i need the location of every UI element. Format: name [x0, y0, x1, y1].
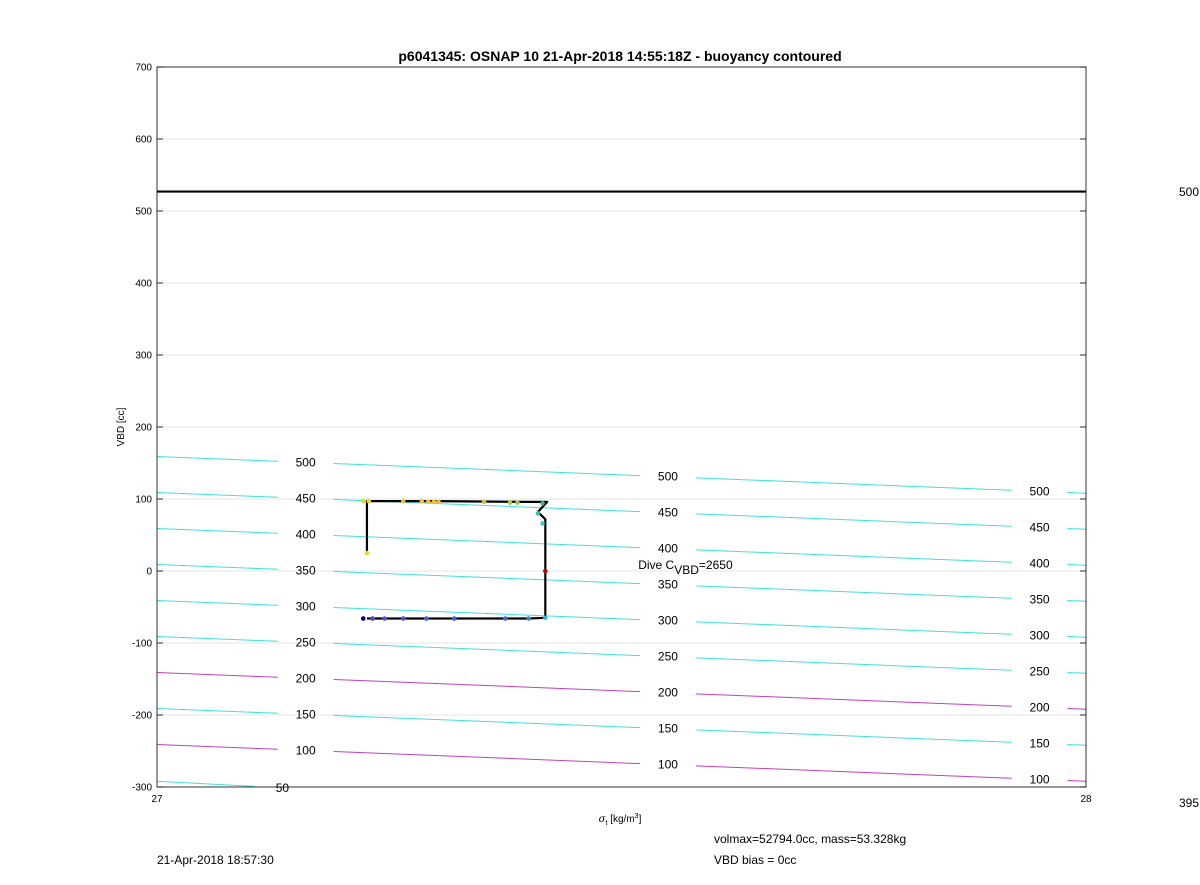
- footer-vbd-bias: VBD bias = 0cc: [714, 853, 797, 867]
- contour-line-200: [1067, 709, 1086, 710]
- contour-line-250: [157, 637, 278, 642]
- contour-label: 250: [657, 649, 678, 664]
- y-tick-label: 0: [146, 566, 152, 578]
- contour-line-400: [1067, 565, 1086, 566]
- y-tick-label: -200: [131, 710, 152, 722]
- contour-line-400: [334, 535, 641, 547]
- contour-line-450: [157, 493, 278, 498]
- contour-label: 350: [295, 563, 316, 578]
- contour-line-50: [157, 781, 255, 786]
- contour-line-350: [157, 565, 278, 570]
- contour-line-350: [696, 586, 1012, 598]
- contour-line-450: [696, 514, 1012, 526]
- contour-label: 100: [295, 743, 316, 758]
- contour-line-150: [1067, 745, 1086, 746]
- contour-line-250: [696, 658, 1012, 670]
- contour-line-100: [334, 751, 641, 763]
- y-tick-label: 100: [135, 494, 152, 506]
- chart-title: p6041345: OSNAP 10 21-Apr-2018 14:55:18Z - buoyancy contoured: [398, 48, 842, 64]
- contour-line-100: [157, 745, 278, 750]
- contour-label: 150: [1029, 736, 1050, 751]
- sample-point: [424, 616, 429, 621]
- sample-point: [526, 616, 531, 621]
- y-tick-label: 300: [135, 350, 152, 362]
- contour-label: 500: [295, 455, 316, 470]
- y-axis-label: VBD [cc]: [116, 407, 127, 447]
- grid-lines: [157, 139, 1086, 715]
- contour-label: 200: [657, 685, 678, 700]
- sample-point: [540, 501, 545, 506]
- sample-points: [361, 499, 548, 621]
- contour-label: 400: [657, 541, 678, 556]
- contour-label: 400: [1029, 556, 1050, 571]
- sample-point: [370, 616, 375, 621]
- contour-line-200: [334, 679, 641, 691]
- sample-point: [361, 499, 366, 504]
- contour-line-300: [696, 622, 1012, 634]
- contour-label: 450: [295, 491, 316, 506]
- sample-point: [508, 500, 513, 505]
- right-label-top: 500: [1179, 185, 1200, 199]
- contour-line-450: [1067, 529, 1086, 530]
- contour-line-200: [696, 694, 1012, 706]
- sample-point: [401, 499, 406, 504]
- contour-line-150: [157, 709, 278, 714]
- sample-point: [543, 569, 548, 574]
- sample-point: [361, 616, 366, 621]
- contour-line-300: [1067, 637, 1086, 638]
- contour-label: 350: [1029, 592, 1050, 607]
- contour-label: 150: [657, 721, 678, 736]
- x-tick-label: 27: [151, 794, 163, 805]
- sample-point: [452, 616, 457, 621]
- y-tick-label: 200: [135, 422, 152, 434]
- x-tick-label: 28: [1080, 794, 1092, 805]
- footer-volmax: volmax=52794.0cc, mass=53.328kg: [714, 832, 907, 846]
- sample-point: [515, 500, 520, 505]
- contour-line-100: [1067, 781, 1086, 782]
- contour-line-100: [696, 766, 1012, 778]
- y-tick-label: -300: [131, 782, 152, 794]
- contour-line-350: [334, 571, 641, 583]
- sample-point: [503, 616, 508, 621]
- sample-point: [365, 551, 370, 556]
- right-label-bottom: 395: [1179, 796, 1200, 810]
- contour-label: 50: [275, 780, 290, 795]
- dive-cvbd-annotation: Dive CVBD=2650: [638, 557, 733, 577]
- contour-label: 500: [657, 469, 678, 484]
- sample-point: [367, 499, 372, 504]
- contour-line-400: [696, 550, 1012, 562]
- contour-line-400: [157, 529, 278, 534]
- contour-label: 200: [295, 671, 316, 686]
- contour-line-150: [696, 730, 1012, 742]
- contour-line-250: [1067, 673, 1086, 674]
- dive-track: [367, 501, 547, 618]
- contour-label: 200: [1029, 700, 1050, 715]
- contour-label: 450: [1029, 520, 1050, 535]
- contour-line-500: [334, 463, 641, 475]
- sample-point: [382, 616, 387, 621]
- y-tick-label: 500: [135, 206, 152, 218]
- contour-label: 450: [657, 505, 678, 520]
- contour-line-500: [1067, 493, 1086, 494]
- contour-line-200: [157, 673, 278, 678]
- contour-label: 300: [1029, 628, 1050, 643]
- contour-label: 250: [295, 635, 316, 650]
- contour-label: 100: [657, 757, 678, 772]
- sample-point: [536, 511, 541, 516]
- contour-label: 150: [295, 707, 316, 722]
- y-tick-label: -100: [131, 638, 152, 650]
- x-axis-label: $\sigma_t$ $[kg/m^3]$: [598, 813, 642, 827]
- sample-point: [543, 616, 548, 621]
- contour-label: 250: [1029, 664, 1050, 679]
- contour-label: 300: [295, 599, 316, 614]
- contour-line-50: [310, 789, 1086, 830]
- contour-label: 100: [1029, 772, 1050, 787]
- dive-track-line: [367, 501, 547, 618]
- sample-point: [540, 521, 545, 526]
- y-tick-label: 700: [135, 62, 152, 74]
- y-tick-label: 600: [135, 134, 152, 146]
- y-tick-label: 400: [135, 278, 152, 290]
- sample-point: [419, 499, 424, 504]
- contour-labels: [276, 455, 1050, 794]
- contour-label: 350: [657, 577, 678, 592]
- sample-point: [436, 500, 441, 505]
- footer-timestamp: 21-Apr-2018 18:57:30: [157, 853, 274, 867]
- contour-line-300: [157, 601, 278, 606]
- contour-line-350: [1067, 601, 1086, 602]
- sample-point: [401, 616, 406, 621]
- contour-line-500: [157, 457, 278, 462]
- sample-point: [482, 500, 487, 505]
- contour-line-150: [334, 715, 641, 727]
- contour-label: 400: [295, 527, 316, 542]
- axis-ticks: [132, 63, 1092, 806]
- contour-line-500: [696, 478, 1012, 490]
- contour-label: 500: [1029, 484, 1050, 499]
- sample-point: [426, 500, 431, 505]
- contour-label: 300: [657, 613, 678, 628]
- contour-line-250: [334, 643, 641, 655]
- sample-point: [432, 500, 437, 505]
